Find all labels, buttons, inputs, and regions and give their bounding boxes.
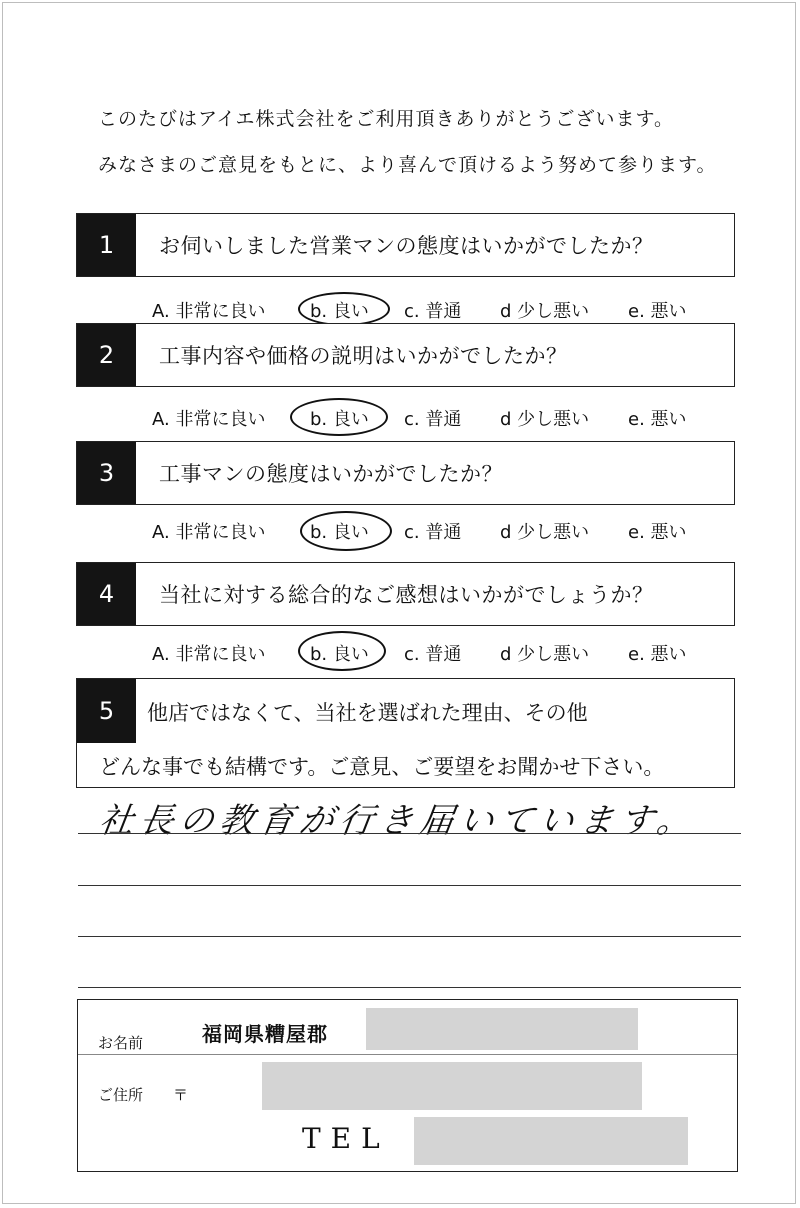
option-e[interactable]: e. 悪い (628, 301, 687, 322)
comment-line-4 (78, 987, 741, 988)
question-1-number: 1 (77, 214, 136, 276)
address-label: ご住所 (98, 1086, 144, 1104)
question-5-text-line-1: 他店ではなくて、当社を選ばれた理由、その他 (147, 701, 588, 725)
comment-line-1 (78, 833, 741, 834)
question-2-text: 工事内容や価格の説明はいかがでしたか？ (159, 344, 568, 368)
question-3-number: 3 (77, 442, 136, 504)
contact-form (77, 999, 738, 1172)
option-e[interactable]: e. 悪い (628, 644, 687, 665)
option-b[interactable]: b. 良い (310, 522, 369, 543)
selected-circle (298, 292, 390, 326)
option-a[interactable]: A. 非常に良い (152, 409, 266, 430)
question-1-box (76, 213, 735, 277)
question-4-number: 4 (77, 563, 136, 625)
question-5-text-line-2: どんな事でも結構です。ご意見、ご要望をお聞かせ下さい。 (99, 755, 665, 779)
option-b[interactable]: b. 良い (310, 409, 369, 430)
question-4-options (0, 637, 800, 667)
option-a[interactable]: A. 非常に良い (152, 644, 266, 665)
form-divider (78, 1054, 737, 1055)
postal-mark: 〒 (173, 1086, 189, 1104)
comment-line-3 (78, 936, 741, 937)
option-d[interactable]: d 少し悪い (500, 522, 590, 543)
question-4-text: 当社に対する総合的なご感想はいかがでしょうか？ (159, 583, 654, 607)
question-2-options (0, 402, 800, 432)
tel-redacted (414, 1117, 688, 1165)
selected-circle (300, 511, 392, 551)
intro-line-1: このたびはアイエ株式会社をご利用頂きありがとうございます。 (98, 108, 675, 130)
name-redacted (366, 1008, 638, 1050)
name-label: お名前 (98, 1034, 144, 1052)
question-3-text: 工事マンの態度はいかがでしたか？ (159, 462, 503, 486)
option-a[interactable]: A. 非常に良い (152, 522, 266, 543)
question-2-box (76, 323, 735, 387)
option-e[interactable]: e. 悪い (628, 409, 687, 430)
option-c[interactable]: c. 普通 (404, 522, 462, 543)
selected-circle (298, 631, 386, 671)
name-value: 福岡県糟屋郡 (202, 1022, 328, 1046)
option-a[interactable]: A. 非常に良い (152, 301, 266, 322)
question-4-box (76, 562, 735, 626)
option-c[interactable]: c. 普通 (404, 644, 462, 665)
option-d[interactable]: d 少し悪い (500, 644, 590, 665)
option-d[interactable]: d 少し悪い (500, 409, 590, 430)
handwritten-comment: 社長の教育が行き届いています。 (96, 801, 700, 841)
option-c[interactable]: c. 普通 (404, 409, 462, 430)
question-1-text: お伺いしました営業マンの態度はいかがでしたか？ (159, 234, 654, 258)
tel-label: TEL (302, 1122, 390, 1155)
option-b[interactable]: b. 良い (310, 301, 369, 322)
intro-line-2: みなさまのご意見をもとに、より喜んで頂けるよう努めて参ります。 (98, 154, 717, 176)
address-redacted (262, 1062, 642, 1110)
option-c[interactable]: c. 普通 (404, 301, 462, 322)
option-b[interactable]: b. 良い (310, 644, 369, 665)
comment-line-2 (78, 885, 741, 886)
question-1-options (0, 294, 800, 324)
question-3-box (76, 441, 735, 505)
question-5-number: 5 (77, 679, 136, 743)
option-d[interactable]: d 少し悪い (500, 301, 590, 322)
question-5-box (76, 678, 735, 788)
selected-circle (290, 398, 388, 436)
question-2-number: 2 (77, 324, 136, 386)
question-3-options (0, 515, 800, 545)
option-e[interactable]: e. 悪い (628, 522, 687, 543)
